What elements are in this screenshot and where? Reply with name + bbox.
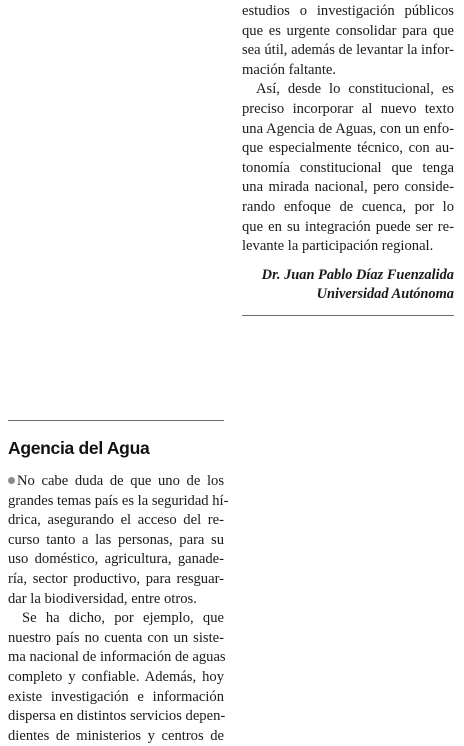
text-line: ma nacional de información de aguas — [8, 649, 226, 666]
text-line: una Agencia de Aguas, con un enfo- — [242, 120, 454, 137]
text-line: ría, sector productivo, para resguar- — [8, 570, 224, 587]
text-line: Se ha dicho, por ejemplo, que — [22, 610, 224, 627]
article-paragraph-1 — [8, 472, 229, 609]
text-line: tonomía constitucional que tenga — [242, 159, 454, 176]
article-top-divider — [8, 420, 224, 421]
text-line: levante la participación regional. — [242, 238, 434, 255]
text-line: sea útil, además de levantar la infor- — [242, 42, 454, 59]
letter-paragraph-1 — [242, 2, 454, 80]
text-line: dientes de ministerios y centros de — [8, 727, 224, 744]
text-line: drica, asegurando el acceso del re- — [8, 512, 224, 529]
text-line-content: No cabe duda de que uno de los — [17, 473, 224, 489]
letter-end-divider — [242, 315, 454, 316]
article-headline: Agencia del Agua — [8, 438, 150, 458]
text-line: completo y confiable. Además, hoy — [8, 668, 224, 685]
author-name: Dr. Juan Pablo Díaz Fuenzalida — [261, 267, 454, 283]
text-line: grandes temas país es la seguridad hí- — [8, 492, 229, 509]
text-line: estudios o investigación públicos — [242, 3, 454, 19]
text-line: existe investigación e información — [8, 688, 224, 705]
letter-paragraph-2 — [242, 80, 454, 256]
text-line: rando enfoque de cuenca, por lo — [242, 198, 454, 215]
article-paragraph-2 — [8, 609, 224, 746]
text-line — [8, 472, 224, 492]
text-line: Así, desde lo constitucional, es — [256, 81, 454, 98]
text-line: mación faltante. — [242, 61, 337, 78]
text-line: preciso incorporar al nuevo texto — [242, 100, 454, 117]
text-line: dispersa en distintos servicios depen- — [8, 708, 226, 725]
text-line: que en su integración puede ser re- — [242, 218, 454, 235]
text-line: que es urgente consolidar para que — [242, 22, 454, 39]
article-body-column — [8, 472, 229, 746]
text-line: uso doméstico, agricultura, ganade- — [8, 551, 224, 568]
bullet-icon — [8, 477, 15, 484]
text-line: curso tanto a las personas, para su — [8, 531, 224, 548]
text-line: una mirada nacional, pero conside- — [242, 179, 454, 196]
letter-continuation-column — [242, 2, 454, 257]
text-line: que especialmente técnico, con au- — [242, 140, 454, 157]
author-institution: Universidad Autónoma — [316, 286, 454, 302]
text-line: dar la biodiversidad, entre otros. — [8, 590, 197, 607]
text-line: nuestro país no cuenta con un siste- — [8, 629, 224, 646]
